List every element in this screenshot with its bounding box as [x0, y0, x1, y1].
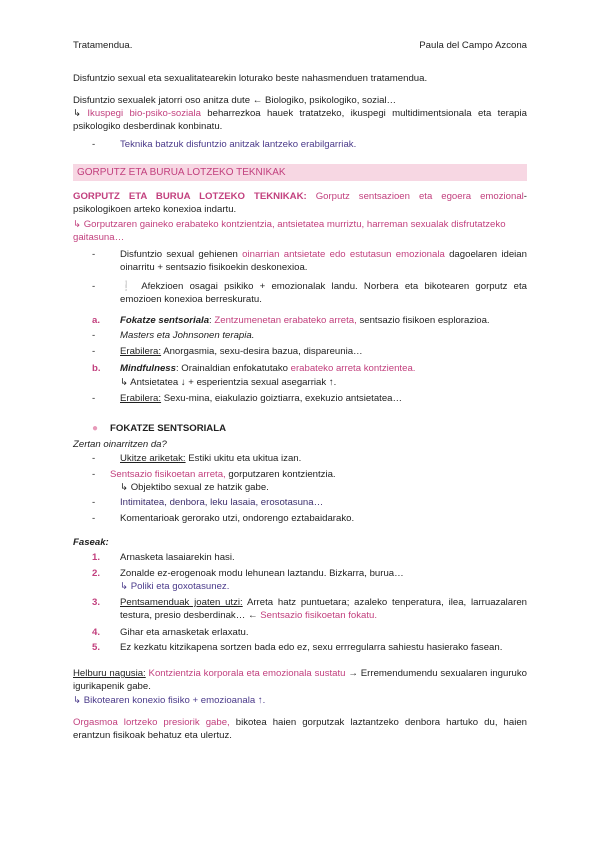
phase-2-arrow: ↳ Poliki eta goxotasunez.	[120, 581, 230, 592]
phase-4: Gihar eta arnasketak erlaxatu.	[120, 627, 249, 638]
dash-marker: -	[92, 249, 96, 260]
phase-3: Pentsamenduak joaten utzi: Arreta hatz puntuetara; azaleko tenperatura, ilea, larruazalaren testura, presio desberdinak… ← Sentsazio fisikoetan fokatu.	[120, 597, 527, 621]
fokatze-item-4: Komentarioak gerorako utzi, ondorengo eztabaidarako.	[120, 513, 355, 524]
definition-paragraph: GORPUTZ ETA BURUA LOTZEKO TEKNIKAK: Gorputz sentsazioen eta egoera emozional-psikologikoen arteko konexioa indartu.	[73, 191, 527, 215]
phase-1: Arnasketa lasaiarekin hasi.	[120, 552, 235, 563]
fokatze-item-2: Sentsazio fisikoetan arreta, gorputzaren kontzientzia.	[110, 469, 336, 480]
fokatze-title: FOKATZE SENTSORIALA	[110, 423, 227, 434]
fokatze-item-1: Ukitze ariketak: Estiki ukitu eta ukitua izan.	[120, 453, 302, 464]
usage-b: Erabilera: Sexu-mina, eiakulazio goiztiarra, exekuzio antsietatea…	[120, 393, 403, 404]
dash-marker: -	[92, 469, 96, 480]
usage-a: Erabilera: Anorgasmia, sexu-desira bazua, dispareunia…	[120, 346, 363, 357]
page-header	[73, 40, 527, 51]
list-item-2: ❕ Afekzioen osagai psikiko + emozionalak landu. Norbera eta bikotearen gorputz eta emozioen konexioa berreskuratu.	[120, 281, 527, 305]
dash-marker: -	[92, 330, 96, 341]
intro-line-2: Disfuntzio sexualek jatorri oso anitza dute ← Biologiko, psikologiko, sozial…	[73, 95, 397, 106]
header-author: Paula del Campo Azcona	[419, 40, 527, 51]
phase-5: Ez kezkatu kitzikapena sortzen bada edo ez, sexu errregularra sahiestu hasierako fasean.	[120, 642, 503, 653]
closing-paragraph: Orgasmoa lortzeko presiorik gabe, bikotea haien gorputzak laztantzeko denbora hartuko du, haien erantzun fisikoak behatuz eta ulertuz.	[73, 717, 527, 741]
item-b-text: Mindfulness: Orainaldian enfokatutako erabateko arreta kontzientea.	[120, 363, 416, 374]
definition-arrow: ↳ Gorputzaren gaineko erabateko kontzientzia, antsietatea murriztu, harreman sexualak disfrutatzeko gaitasuna…	[73, 219, 506, 243]
bullet-icon: ●	[92, 423, 99, 434]
phase-number: 1.	[92, 552, 101, 563]
dash-marker: -	[92, 453, 96, 464]
masters-note: Masters eta Johnsonen terapia.	[120, 330, 255, 341]
intro-dash-marker: -	[92, 139, 96, 150]
phase-number: 5.	[92, 642, 101, 653]
dash-marker: -	[92, 393, 96, 404]
fokatze-item-3: Intimitatea, denbora, leku lasaia, erosotasuna…	[120, 497, 324, 508]
exclamation-icon: ❕	[120, 281, 136, 292]
section-heading: GORPUTZ ETA BURUA LOTZEKO TEKNIKAK	[77, 167, 286, 178]
main-goal: Helburu nagusia: Kontzientzia korporala eta emozionala sustatu → Erremendumendu sexualaren inguruko igurikapenik gabe.	[73, 668, 527, 692]
dash-marker: -	[92, 281, 96, 292]
phase-2: Zonalde ez-erogenoak modu lehunean laztandu. Bizkarra, burua…	[120, 568, 404, 579]
dash-marker: -	[92, 497, 96, 508]
fokatze-item-2-arrow: ↳ Objektibo sexual ze hatzik gabe.	[120, 482, 269, 493]
intro-dash-text: Teknika batzuk disfuntzio anitzak lantzeko erabilgarriak.	[120, 139, 357, 150]
phase-number: 4.	[92, 627, 101, 638]
phases-title: Faseak:	[73, 537, 109, 548]
item-b-label: b.	[92, 363, 101, 374]
main-goal-arrow: ↳ Bikotearen konexio fisiko + emozioanala ↑.	[73, 695, 266, 706]
intro-line-1: Disfuntzio sexual eta sexualitatearekin loturako beste nahasmenduen tratamendua.	[73, 73, 428, 84]
item-a-label: a.	[92, 315, 101, 326]
phase-number: 3.	[92, 597, 101, 608]
dash-marker: -	[92, 346, 96, 357]
list-item-1: Disfuntzio sexual gehienen oinarrian antsietate edo estutasun emozionala dagoelaren ideian oinarritu + sentsazio fisikoekin deskonexioa.	[120, 249, 527, 273]
dash-marker: -	[92, 513, 96, 524]
item-b-arrow: ↳ Antsietatea ↓ + esperientzia sexual asegarriak ↑.	[120, 377, 337, 388]
intro-line-3: ↳ Ikuspegi bio-psiko-soziala beharrezkoa hauek tratatzeko, ikuspegi multidimentsionala eta terapia psikologiko desberdinak konbinatu.	[73, 108, 527, 132]
item-a-text: Fokatze sentsoriala: Zentzumenetan erabateko arreta, sentsazio fisikoen esplorazioa.	[120, 315, 490, 326]
header-title: Tratamendua.	[73, 40, 133, 51]
section-heading-bar	[73, 164, 527, 181]
fokatze-question: Zertan oinarritzen da?	[73, 439, 167, 450]
phase-number: 2.	[92, 568, 101, 579]
